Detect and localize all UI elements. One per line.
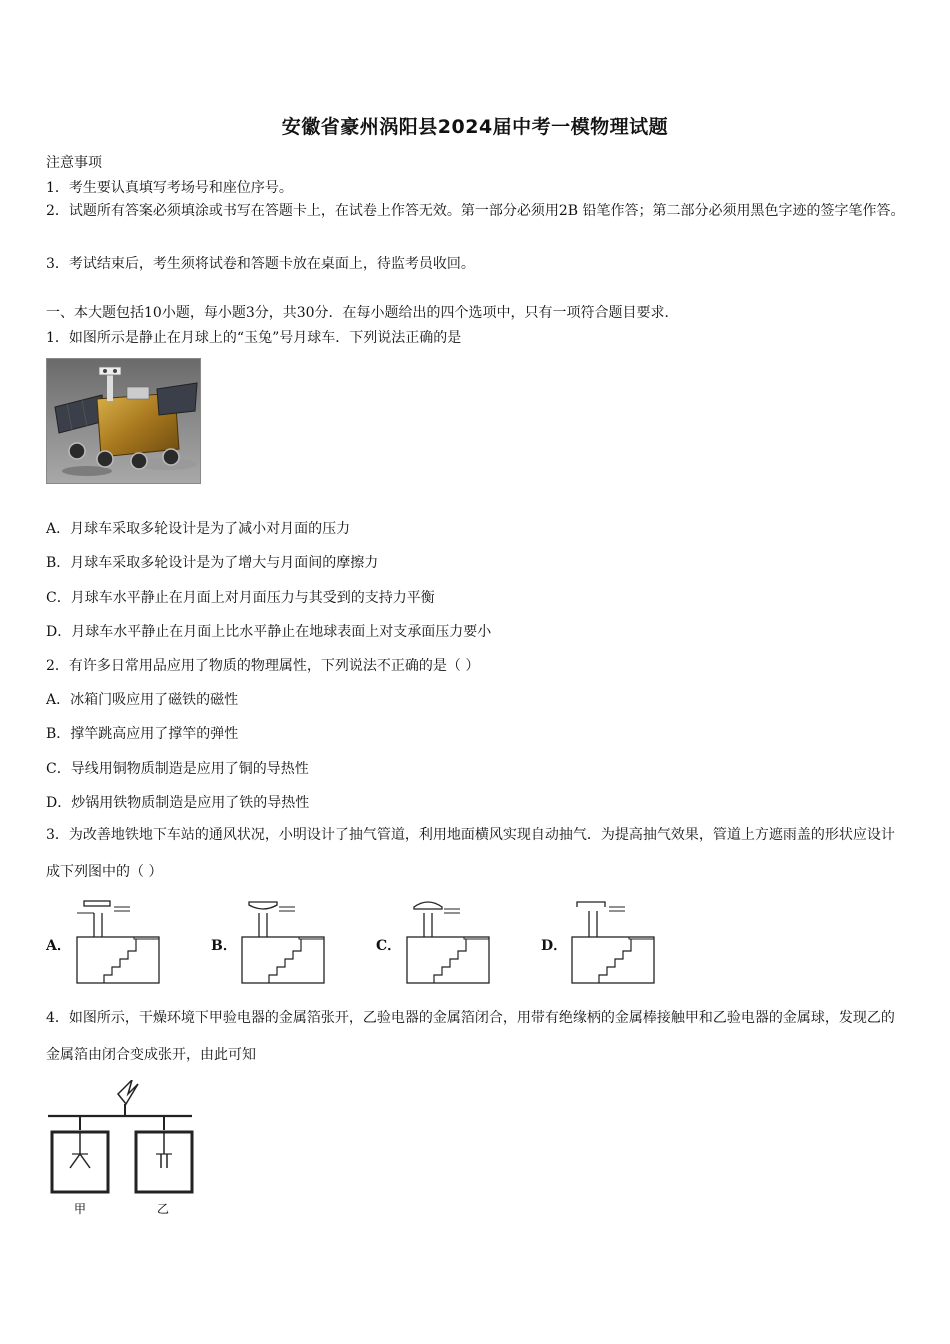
electroscope-diagram <box>46 1080 196 1220</box>
question-4-stem: 4．如图所示，干燥环境下甲验电器的金属箔张开，乙验电器的金属箔闭合，用带有绝缘柄的金属棒接触甲和乙验电器的金属球，发现乙的金属箔由闭合变成张开，由此可知 <box>46 1010 895 1063</box>
duct-diagram-arched-bottom-cover <box>239 897 359 987</box>
question-2-option-c: C．导线用铜物质制造是应用了铜的导热性 <box>46 761 309 777</box>
option-c-label: C． <box>376 938 402 954</box>
option-b-label: B． <box>211 938 237 954</box>
question-1-option-b: B．月球车采取多轮设计是为了增大与月面间的摩擦力 <box>46 555 379 571</box>
duct-diagram-hooked-cover <box>569 897 689 987</box>
question-1-option-d: D．月球车水平静止在月面上比水平静止在地球表面上对支承面压力要小 <box>46 624 492 640</box>
question-3-stem: 3．为改善地铁地下车站的通风状况，小明设计了抽气管道，利用地面横风实现自动抽气．为提高抽气效果，管道上方遮雨盖的形状应设计成下列图中的（ ） <box>46 827 895 880</box>
question-3-option-c <box>376 897 526 987</box>
question-2-option-b: B．撑竿跳高应用了撑竿的弹性 <box>46 726 239 742</box>
label-jia: 甲 <box>74 1202 87 1216</box>
notice-heading: 注意事项 <box>46 155 102 171</box>
duct-diagram-arched-top-cover <box>404 897 524 987</box>
question-2-stem: 2．有许多日常用品应用了物质的物理属性，下列说法不正确的是（ ） <box>46 658 480 674</box>
option-d-label: D． <box>541 938 568 954</box>
page-title: 安徽省豪州涡阳县2024届中考一模物理试题 <box>281 116 669 138</box>
notice-item-2: 2．试题所有答案必须填涂或书写在答题卡上，在试卷上作答无效。第一部分必须用2B 铅笔作答；第二部分必须用黑色字迹的签字笔作答。 <box>46 203 905 219</box>
question-3-option-a <box>46 897 196 987</box>
question-3-option-d <box>541 897 691 987</box>
question-1-stem: 1．如图所示是静止在月球上的“玉兔”号月球车．下列说法正确的是 <box>46 330 462 346</box>
lunar-rover-photo <box>46 358 201 484</box>
question-2-option-d: D．炒锅用铁物质制造是应用了铁的导热性 <box>46 795 310 811</box>
question-3-option-b <box>211 897 361 987</box>
option-a-label: A． <box>46 938 71 954</box>
duct-diagram-flat-cover <box>74 897 194 987</box>
section-1-instructions: 一、本大题包括10小题，每小题3分，共30分．在每小题给出的四个选项中，只有一项符合题目要求． <box>46 305 679 321</box>
notice-item-1: 1．考生要认真填写考场号和座位序号。 <box>46 180 293 196</box>
question-1-option-a: A．月球车采取多轮设计是为了减小对月面的压力 <box>46 521 351 537</box>
label-yi: 乙 <box>157 1202 170 1216</box>
question-3-diagram-options <box>46 897 686 987</box>
notice-item-3: 3．考试结束后，考生须将试卷和答题卡放在桌面上，待监考员收回。 <box>46 256 475 272</box>
question-1-option-c: C．月球车水平静止在月面上对月面压力与其受到的支持力平衡 <box>46 590 435 606</box>
question-2-option-a: A．冰箱门吸应用了磁铁的磁性 <box>46 692 239 708</box>
